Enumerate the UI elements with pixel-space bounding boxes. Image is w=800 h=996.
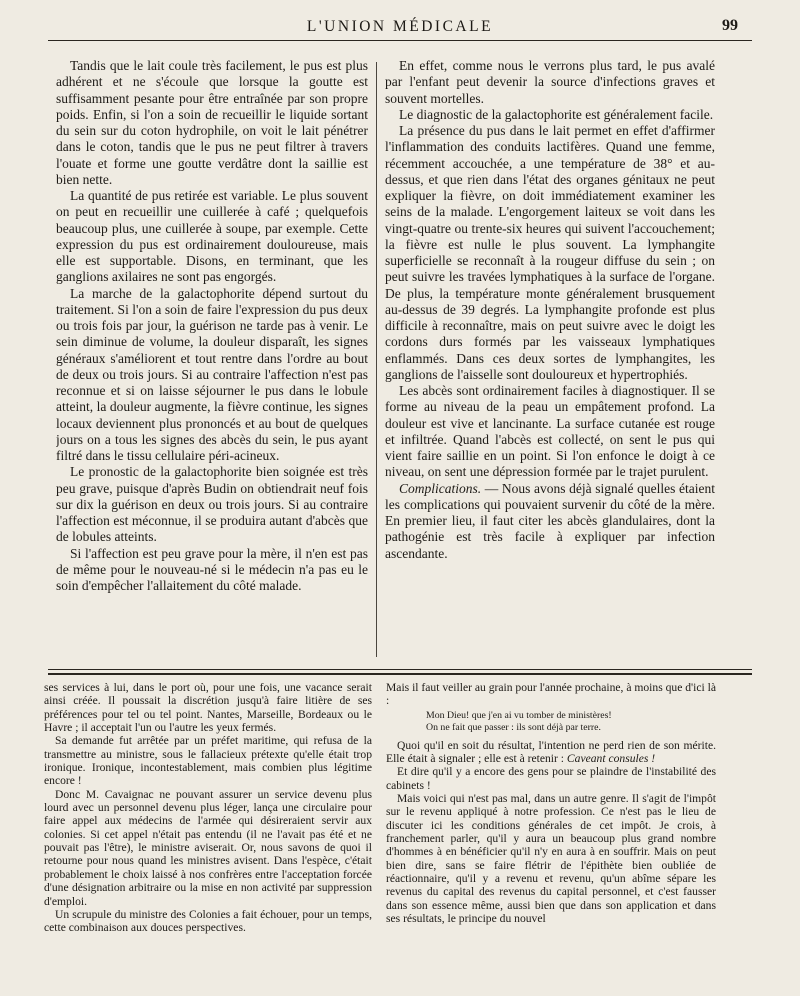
complications-text: — Nous avons déjà signalé quelles étaient les complications qui pouvaient survenir du côté de la mère. En premier lieu, il faut citer les abcès glandulaires, dont la pathogénie est très facile à expliquer par infection ascendante. — [385, 480, 715, 561]
article-column-left — [56, 58, 368, 594]
paragraph-text: Quoi qu'il en soit du résultat, l'intention ne perd rien de son mérite. Elle était à signaler ; elle est à retenir : — [386, 738, 716, 766]
paragraph: La quantité de pus retirée est variable. Le plus souvent on peut en recueillir une cuillerée à café ; quelquefois beaucoup plus, une cuillerée à soupe, par exemple. Cette expression du pus est ordinairement douloureuse, mais elle est supportable. Disons, en terminant, que les ganglions axilaires ne sont pas engorgés. — [56, 188, 368, 285]
paragraph: ses services à lui, dans le port où, pour une fois, une vacance serait ainsi créée. Il poussait la discrétion jusqu'à faire litière de ses préférences pour tel ou tel point. Nantes, Marseille, Bordeaux ou le Havre ; il acceptait l'un ou l'autre les yeux fermés. — [44, 681, 372, 735]
paragraph: Le diagnostic de la galactophorite est généralement facile. — [399, 106, 714, 122]
paragraph: Sa demande fut arrêtée par un préfet maritime, qui refusa de la transmettre au ministre, sous le fallacieux prétexte qu'elle était trop ironique. Ironique, incontestablement, mais combien plus légitime encore ! — [44, 734, 372, 788]
paragraph: Tandis que le lait coule très facilement, le pus est plus adhérent et ne s'écoule que lorsque la goutte est suffisamment pesante pour être entraînée par son propre poids. Enfin, si l'on a soin de recueillir le liquide sortant du sein sur du coton hydrophile, on voit le lait pénétrer dans le coton, tandis que le pus ne peut filtrer à travers l'ouate et forme une goutte verdâtre dont la saillie est bien nette. — [56, 58, 368, 187]
page-number: 99 — [722, 17, 738, 34]
verse-quote — [426, 710, 716, 734]
paragraph: Le pronostic de la galactophorite bien soignée est très peu grave, puisque d'après Budin on obtiendrait neuf fois sur dix la guérison en deux ou trois jours. Si au contraire l'affection est méconnue, il se produira autant d'abcès que de lobules atteints. — [56, 464, 368, 545]
section-rule-thick — [48, 673, 752, 675]
paragraph: La marche de la galactophorite dépend surtout du traitement. Si l'on a soin de faire l'expression du pus deux ou trois fois par jour, la guérison ne tarde pas à venir. Le sein diminue de volume, la douleur disparaît, les signes généraux s'améliorent et tout rentre dans l'ordre au bout de deux ou trois jours. Si au contraire l'affection n'est pas reconnue et si on laisse séjourner le pus dans le lobule atteint, la douleur augmente, la fièvre continue, les signes locaux deviennent plus prononcés et au bout de quelques jours on a tous les signes des abcès du sein, le pus ayant filtré dans le tissu cellulaire péri-acineux. — [56, 285, 368, 463]
latin-quote: Caveant consules ! — [566, 752, 656, 766]
journal-title: L'UNION MÉDICALE — [306, 18, 494, 35]
paragraph: Donc M. Cavaignac ne pouvant assurer un service devenu plus lourd avec un personnel devenu plus léger, lança une circulaire pour faire appel aux médecins de l'armée qui désireraient servir aux colonies. Si cet appel n'était pas entendu (il ne l'avait pas été et ne pouvait pas l'être), le ministre aviserait. Or, nous savons de quoi il retourne pour nous quand les ministres avisent. Dans l'espèce, c'était probablement le choix laissé à nos confrères entre l'acceptation forcée d'une désignation arbitraire ou la mise en non activité par suppression d'emploi. — [44, 787, 372, 908]
paragraph: Les abcès sont ordinairement faciles à diagnostiquer. Il se forme au niveau de la peau un empâtement profond. La douleur est vive et lancinante. La surface cutanée est rouge et infiltrée. Quand l'abcès est collecté, on sent le pus qui vient faire saillie en un point. Si l'on enfonce le doigt à ce niveau, on sent une dépression formée par le trajet purulent. — [385, 383, 715, 480]
paragraph: Si l'affection est peu grave pour la mère, il n'en est pas de même pour le nouveau-né si le médecin n'a pas eu le soin d'empêcher l'allaitement du côté malade. — [56, 545, 368, 593]
verse-line: On ne fait que passer : ils sont déjà par terre. — [426, 721, 601, 733]
paragraph: Mais il faut veiller au grain pour l'année prochaine, à moins que d'ici là : — [386, 681, 716, 708]
paragraph: En effet, comme nous le verrons plus tard, le pus avalé par l'enfant peut devenir la source d'infections graves et souvent mortelles. — [385, 58, 715, 106]
paragraph: Un scrupule du ministre des Colonies a fait échouer, pour un temps, cette combinaison aux douces perspectives. — [44, 907, 372, 935]
complications-paragraph — [385, 481, 715, 562]
article-column-right — [385, 58, 715, 562]
paragraph: Et dire qu'il y a encore des gens pour se plaindre de l'instabilité des cabinets ! — [386, 765, 716, 792]
paragraph — [386, 739, 716, 766]
verse-line: Mon Dieu! que j'en ai vu tomber de ministères! — [426, 709, 612, 721]
feuilleton-column-right — [386, 681, 716, 926]
column-divider — [376, 62, 377, 657]
paragraph: La présence du pus dans le lait permet en effet d'affirmer l'inflammation des conduits lactifères. Quand une femme, récemment accouchée, a une température de 38° et au-dessus, et que rien dans l'état des organes génitaux ne peut expliquer la fièvre, on doit immédiatement examiner les seins de la malade. L'engorgement laiteux se voit dans les vingt-quatre ou trente-six heures qui suivent l'accouchement; la fièvre est nulle le plus souvent. La lymphangite superficielle se reconnaît à la rougeur diffuse du sein ; on peut suivre les travées lymphatiques à la surface de l'organe. De plus, la température monte généralement brusquement au-dessus de 39 degrés. La lymphangite profonde est plus difficile à reconnaître, mais on peut suivre avec le doigt les cordons durs formés par les vaisseaux lymphatiques enflammés. Dans ces deux sortes de lymphangites, les ganglions de l'aisselle sont douloureux et hypertrophiés. — [385, 123, 715, 382]
section-rule — [48, 669, 752, 670]
feuilleton-column-left — [44, 681, 372, 935]
running-header — [48, 14, 752, 41]
paragraph: Mais voici qui n'est pas mal, dans un autre genre. Il s'agit de l'impôt sur le revenu appliqué à notre profession. Ce n'est pas le lieu de discuter ici les conditions générales de cet impôt. Je crois, à franchement parler, qu'il y aura un beaucoup plus grand nombre d'hommes à en bénéficier qu'il n'y en aura à en souffrir. Mais on peut bien dire, sans se faire flétrir de l'épithète bien oubliée de réactionnaire, qu'il y a revenu et revenu, qu'un abîme sépare les revenus du capital des revenus du capital personnel, et c'est fausser dans son essence même, aussi bien que dans son application et dans ses résultats, le principe du nouvel — [386, 792, 716, 926]
complications-heading: Complications. — [399, 480, 482, 496]
